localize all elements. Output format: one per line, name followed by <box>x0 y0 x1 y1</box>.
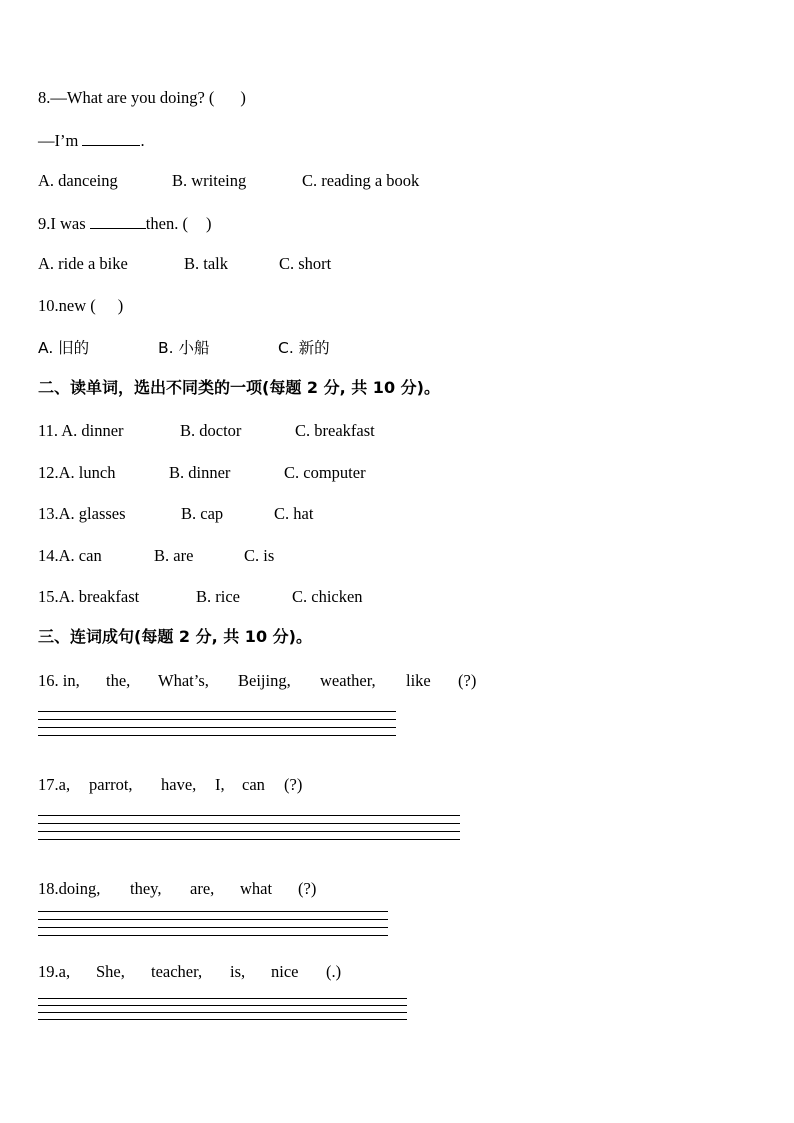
q9-blank[interactable] <box>90 213 146 229</box>
q16-word: What’s, <box>158 671 209 690</box>
q11-row <box>38 421 375 441</box>
q8-answer-prefix: —I’m <box>38 131 79 150</box>
answer-line <box>38 1005 407 1006</box>
q11-option-c[interactable]: C. breakfast <box>295 421 375 440</box>
q14-option-b[interactable]: B. are <box>154 546 194 565</box>
answer-line <box>38 919 388 920</box>
section3-title: 三、连词成句(每题 2 分, 共 10 分)。 <box>38 627 312 646</box>
q15-option-b[interactable]: B. rice <box>196 587 240 606</box>
q10-option-c[interactable]: C. 新的 <box>278 339 330 357</box>
q8-question-text: 8.—What are you doing? ( <box>38 88 215 107</box>
q10-option-a[interactable]: A. 旧的 <box>38 339 90 357</box>
q17-word: have, <box>161 775 197 794</box>
q18-word: 18.doing, <box>38 879 101 898</box>
q16-word: weather, <box>320 671 376 690</box>
q9-paren-close: ) <box>205 214 212 233</box>
q12-row <box>38 463 366 483</box>
q18-answer-lines[interactable] <box>38 911 388 943</box>
q16-word: (?) <box>458 671 477 690</box>
q19-word: She, <box>96 962 125 981</box>
answer-line <box>38 727 396 728</box>
q15-option-a[interactable]: 15.A. breakfast <box>38 587 140 606</box>
q12-option-c[interactable]: C. computer <box>284 463 366 482</box>
answer-line <box>38 719 396 720</box>
q18-words <box>38 879 316 899</box>
q17-word: I, <box>215 775 225 794</box>
q18-word: (?) <box>298 879 317 898</box>
q13-option-b[interactable]: B. cap <box>181 504 224 523</box>
q17-word: 17.a, <box>38 775 71 794</box>
q11-option-a[interactable]: 11. A. dinner <box>38 421 124 440</box>
answer-line <box>38 911 388 912</box>
q16-word: 16. in, <box>38 671 80 690</box>
q14-option-a[interactable]: 14.A. can <box>38 546 102 565</box>
answer-line <box>38 998 407 999</box>
q8-question <box>38 88 246 108</box>
answer-line <box>38 1012 407 1013</box>
q19-word: teacher, <box>151 962 203 981</box>
q10-option-b[interactable]: B. 小船 <box>158 339 210 357</box>
q17-word: parrot, <box>89 775 133 794</box>
q10-paren-close: ) <box>117 296 124 315</box>
q16-words <box>38 671 476 691</box>
answer-line <box>38 735 396 736</box>
q13-option-a[interactable]: 13.A. glasses <box>38 504 126 523</box>
q8-options <box>38 171 419 191</box>
q9-option-c[interactable]: C. short <box>279 254 332 273</box>
q8-answer-suffix: . <box>140 131 145 150</box>
q13-option-c[interactable]: C. hat <box>274 504 314 523</box>
q8-option-b[interactable]: B. writeing <box>172 171 247 190</box>
answer-line <box>38 935 388 936</box>
q14-option-c[interactable]: C. is <box>244 546 275 565</box>
answer-line <box>38 831 460 832</box>
q9-option-b[interactable]: B. talk <box>184 254 228 273</box>
answer-line <box>38 1019 407 1020</box>
q19-word: nice <box>271 962 299 981</box>
q18-word: what <box>240 879 273 898</box>
q12-option-b[interactable]: B. dinner <box>169 463 231 482</box>
q9-question <box>38 213 211 234</box>
q16-word: Beijing, <box>238 671 291 690</box>
answer-line <box>38 823 460 824</box>
q13-row <box>38 504 313 524</box>
q12-option-a[interactable]: 12.A. lunch <box>38 463 116 482</box>
q8-option-a[interactable]: A. danceing <box>38 171 118 190</box>
q19-word: is, <box>230 962 246 981</box>
q15-row <box>38 587 363 607</box>
answer-line <box>38 815 460 816</box>
answer-line <box>38 839 460 840</box>
q16-word: like <box>406 671 431 690</box>
q8-option-c[interactable]: C. reading a book <box>302 171 420 190</box>
q10-question-text: 10.new ( <box>38 296 96 315</box>
q19-answer-lines[interactable] <box>38 998 407 1027</box>
q17-words <box>38 775 302 795</box>
q17-word: (?) <box>284 775 303 794</box>
q19-words <box>38 962 341 982</box>
q8-answer-blank[interactable] <box>82 130 140 146</box>
q10-options <box>38 338 330 358</box>
q17-word: can <box>242 775 265 794</box>
q9-suffix: then. ( <box>145 214 188 233</box>
q11-option-b[interactable]: B. doctor <box>180 421 242 440</box>
q19-word: (.) <box>326 962 342 981</box>
q9-option-a[interactable]: A. ride a bike <box>38 254 128 273</box>
q9-options <box>38 254 331 274</box>
q8-paren-close: ) <box>240 88 246 107</box>
q9-prefix: 9.I was <box>38 214 86 233</box>
answer-line <box>38 927 388 928</box>
section2-title: 二、读单词，选出不同类的一项(每题 2 分, 共 10 分)。 <box>38 378 440 397</box>
q19-word: 19.a, <box>38 962 71 981</box>
q14-row <box>38 546 274 566</box>
answer-line <box>38 711 396 712</box>
q18-word: they, <box>130 879 162 898</box>
q8-answer <box>38 130 145 151</box>
q16-word: the, <box>106 671 131 690</box>
q17-answer-lines[interactable] <box>38 815 460 847</box>
q16-answer-lines[interactable] <box>38 711 396 743</box>
q18-word: are, <box>190 879 215 898</box>
q10-question <box>38 296 123 316</box>
q15-option-c[interactable]: C. chicken <box>292 587 363 606</box>
